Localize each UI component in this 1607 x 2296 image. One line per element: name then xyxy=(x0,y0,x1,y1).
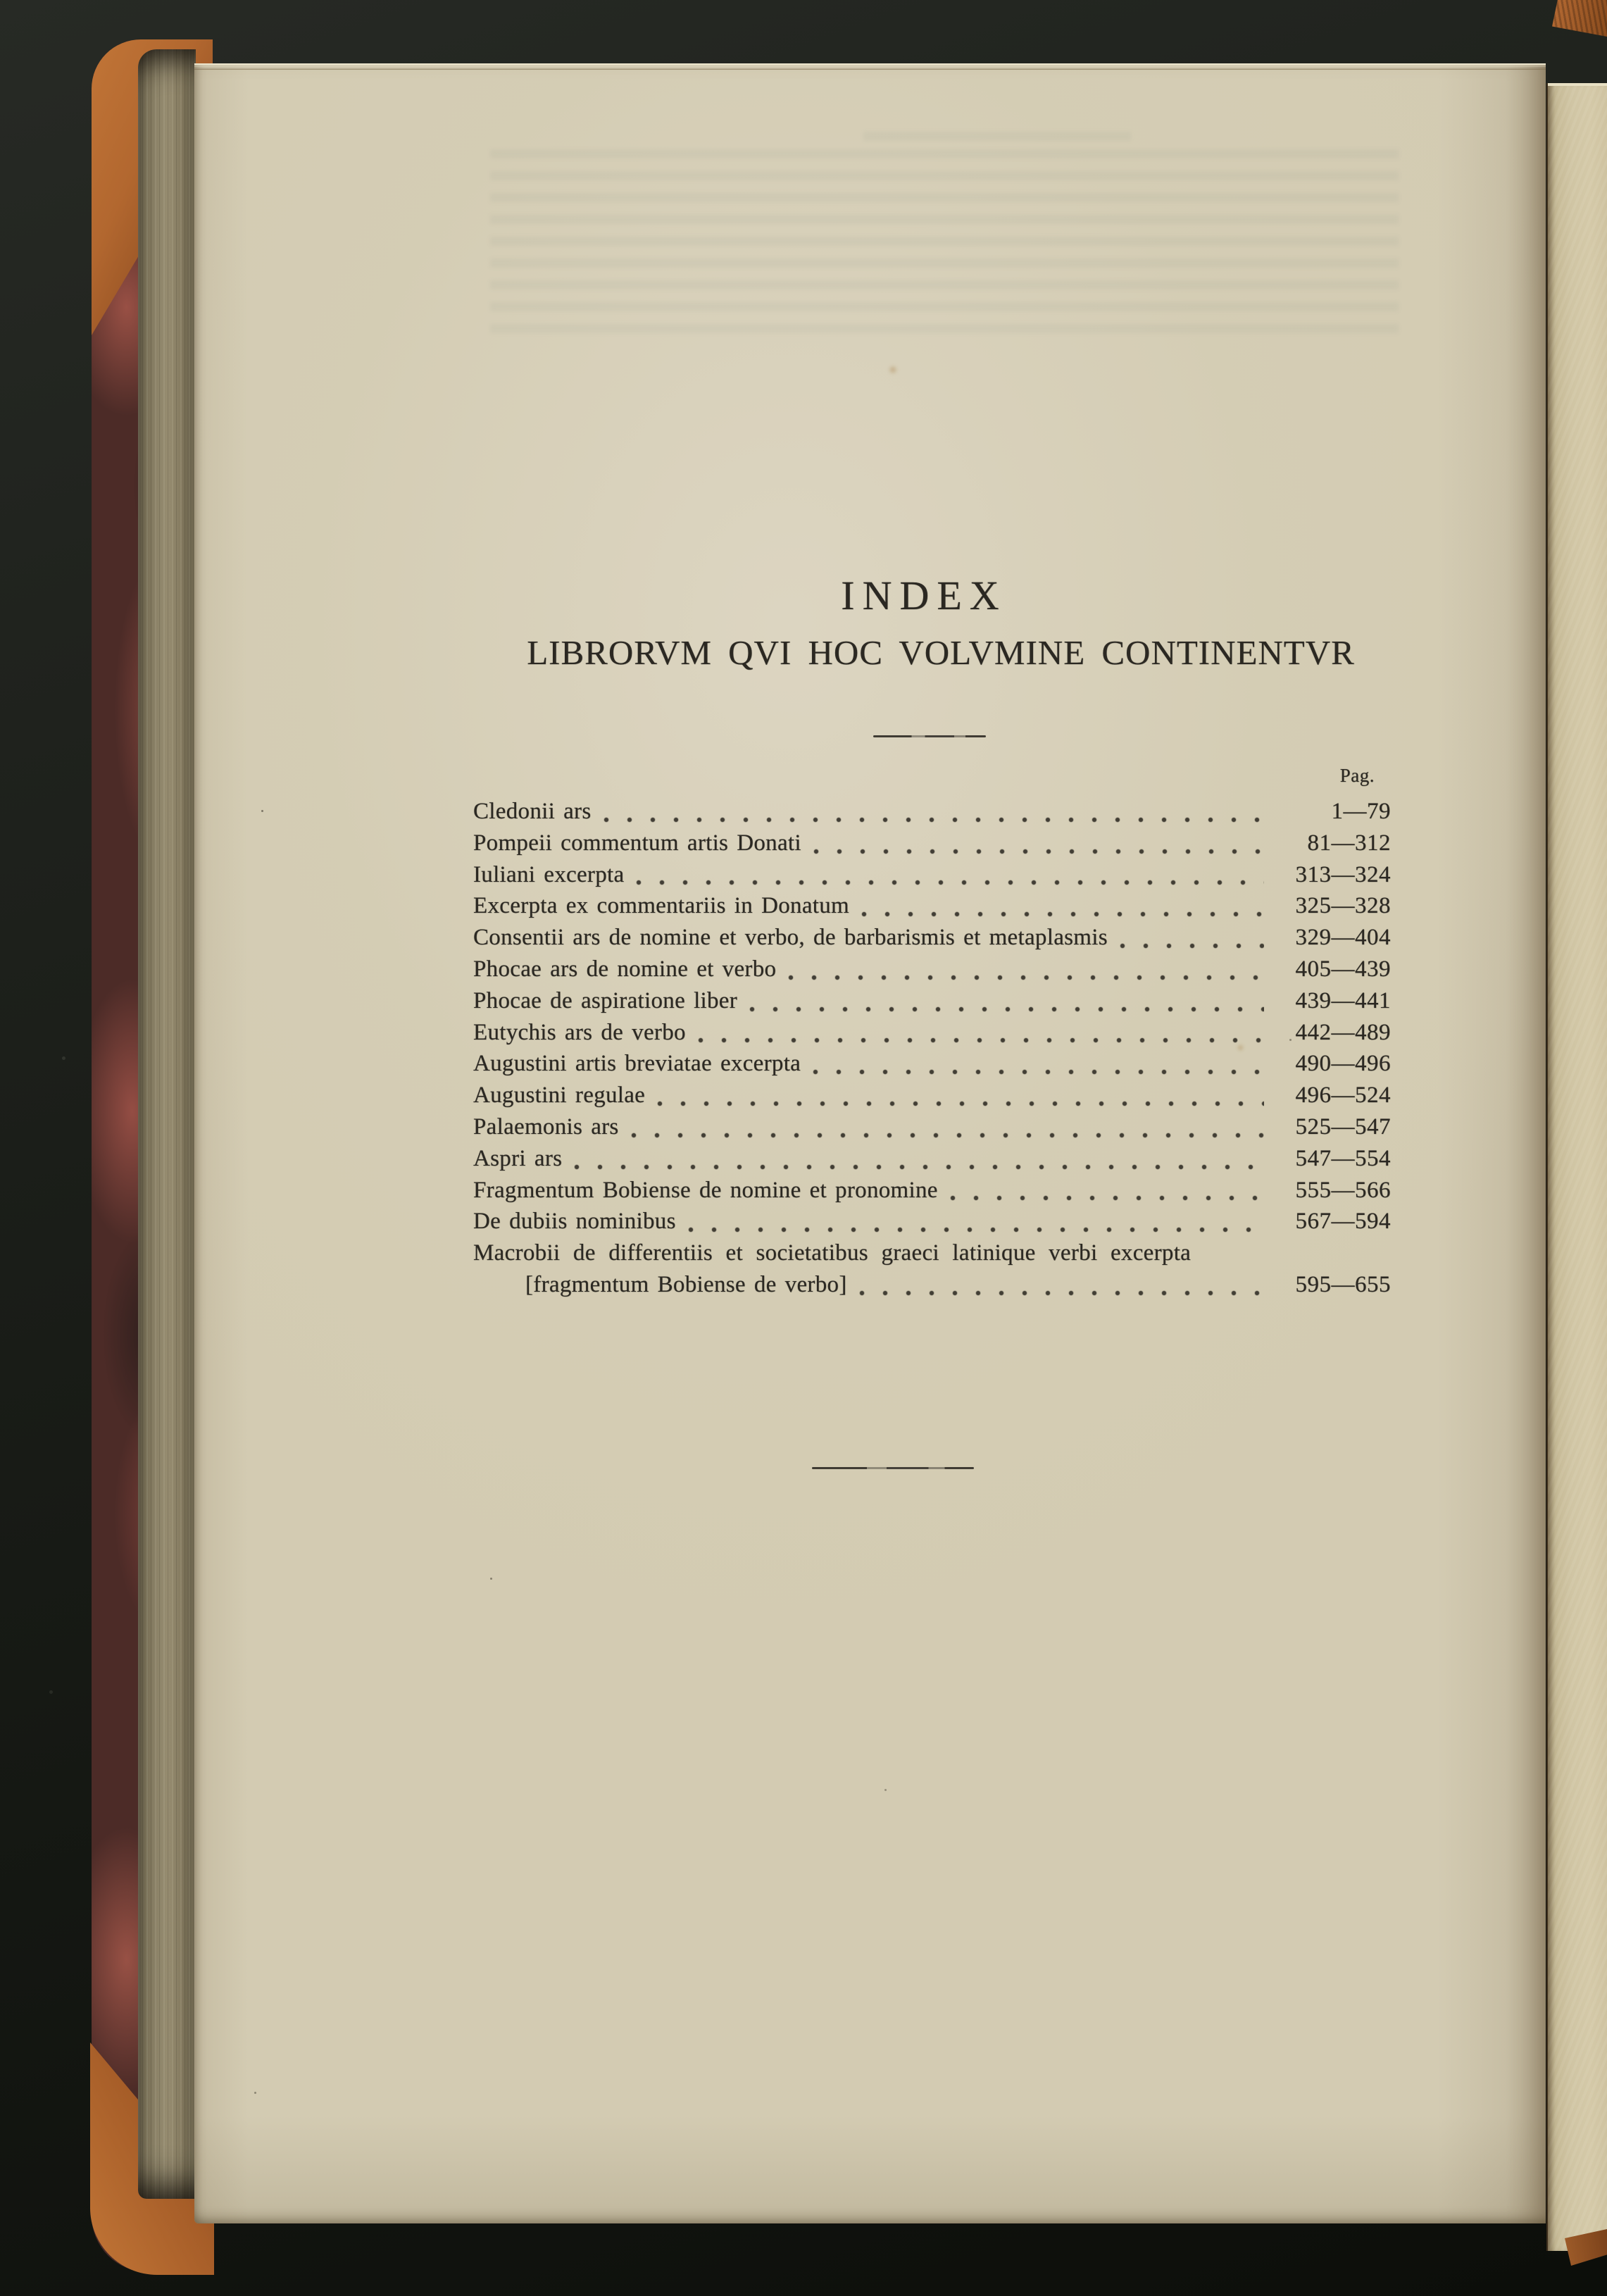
entry-title: Fragmentum Bobiense de nomine et pronomine xyxy=(473,1177,938,1203)
scan-page xyxy=(194,63,1546,2223)
spine-headband xyxy=(1552,0,1607,37)
toc-entry-row xyxy=(473,1017,1391,1049)
dot-leader xyxy=(737,985,1285,1017)
dot-leader xyxy=(938,1175,1285,1206)
toc-list xyxy=(473,796,1391,1301)
toc-entry-row xyxy=(473,985,1391,1017)
dot-leader xyxy=(676,1206,1285,1237)
entry-pages: 547—554 xyxy=(1295,1145,1391,1171)
entry-title: Augustini regulae xyxy=(473,1083,646,1109)
entry-pages: 490—496 xyxy=(1295,1051,1391,1077)
ornamental-rule-bottom xyxy=(812,1467,974,1469)
dot-leader xyxy=(624,859,1285,891)
entry-pages: 555—566 xyxy=(1295,1177,1391,1203)
dot-leader xyxy=(801,828,1285,859)
entry-title: Macrobii de differentiis et societatibus graeci latinique verbi excerpta xyxy=(473,1240,1192,1266)
toc-entry-row xyxy=(473,1080,1391,1111)
dot-leader xyxy=(847,1269,1285,1301)
toc-entry-row xyxy=(473,796,1391,828)
entry-title: Augustini artis breviatae excerpta xyxy=(473,1051,801,1077)
entry-title: Pompeii commentum artis Donati xyxy=(473,830,801,856)
entry-title: Phocae ars de nomine et verbo xyxy=(473,956,777,982)
dot-leader xyxy=(686,1017,1285,1049)
toc-entry-row xyxy=(473,1111,1391,1143)
entry-title: Excerpta ex commentariis in Donatum xyxy=(473,893,850,919)
foxing-stain xyxy=(888,365,898,375)
toc-entry-row xyxy=(473,954,1391,985)
entry-pages: 442—489 xyxy=(1295,1019,1391,1045)
toc-entry-row xyxy=(473,1269,1391,1301)
toc-entry-row xyxy=(473,922,1391,954)
dot-leader xyxy=(645,1080,1285,1111)
dot-leader xyxy=(619,1111,1285,1143)
page-subtitle: LIBRORVM QVI HOC VOLVMINE CONTINENTVR xyxy=(527,633,1355,672)
entry-pages: 1—79 xyxy=(1331,799,1391,824)
entry-pages: 496—524 xyxy=(1295,1083,1391,1109)
page-title: INDEX xyxy=(841,573,1007,618)
entry-pages: 525—547 xyxy=(1295,1113,1391,1140)
entry-pages: 313—324 xyxy=(1295,861,1391,887)
entry-title: [fragmentum Bobiense de verbo] xyxy=(525,1271,847,1297)
entry-title: Iuliani excerpta xyxy=(473,861,625,887)
entry-title: Phocae de aspiratione liber xyxy=(473,987,738,1013)
entry-title: Aspri ars xyxy=(473,1145,563,1171)
entry-pages: 595—655 xyxy=(1295,1271,1391,1297)
dot-leader xyxy=(1108,922,1285,954)
show-through-text-block xyxy=(490,149,1399,341)
toc-entry-row xyxy=(473,1237,1391,1269)
toc-entry-row xyxy=(473,1143,1391,1175)
entry-pages: 325—328 xyxy=(1295,893,1391,919)
toc-entry-row xyxy=(473,1175,1391,1206)
entry-pages: 567—594 xyxy=(1295,1209,1391,1235)
entry-title: Palaemonis ars xyxy=(473,1113,619,1140)
dot-leader xyxy=(1191,1237,1391,1269)
page-block-fore-edge xyxy=(138,49,196,2199)
toc-entry-row xyxy=(473,890,1391,922)
dot-leader xyxy=(801,1048,1285,1080)
entry-title: De dubiis nominibus xyxy=(473,1209,676,1235)
entry-pages: 405—439 xyxy=(1295,956,1391,982)
ornamental-rule-top xyxy=(873,735,986,737)
adjacent-page-sliver xyxy=(1546,83,1607,2251)
toc-entry-row xyxy=(473,1048,1391,1080)
dot-leader xyxy=(592,796,1286,828)
dot-leader xyxy=(776,954,1285,985)
toc-entry-row xyxy=(473,828,1391,859)
page-dust-specks xyxy=(261,810,263,812)
pages-column-header: Pag. xyxy=(1339,765,1375,786)
entry-title: Consentii ars de nomine et verbo, de barbarismis et metaplasmis xyxy=(473,925,1108,951)
entry-title: Cledonii ars xyxy=(473,799,592,824)
entry-pages: 81—312 xyxy=(1307,830,1391,856)
entry-title: Eutychis ars de verbo xyxy=(473,1019,686,1045)
toc-entry-row xyxy=(473,1206,1391,1237)
entry-pages: 329—404 xyxy=(1295,925,1391,951)
entry-pages: 439—441 xyxy=(1295,987,1391,1013)
dot-leader xyxy=(849,890,1285,922)
dot-leader xyxy=(562,1143,1285,1175)
show-through-heading xyxy=(863,132,1131,150)
toc-entry-row xyxy=(473,859,1391,891)
